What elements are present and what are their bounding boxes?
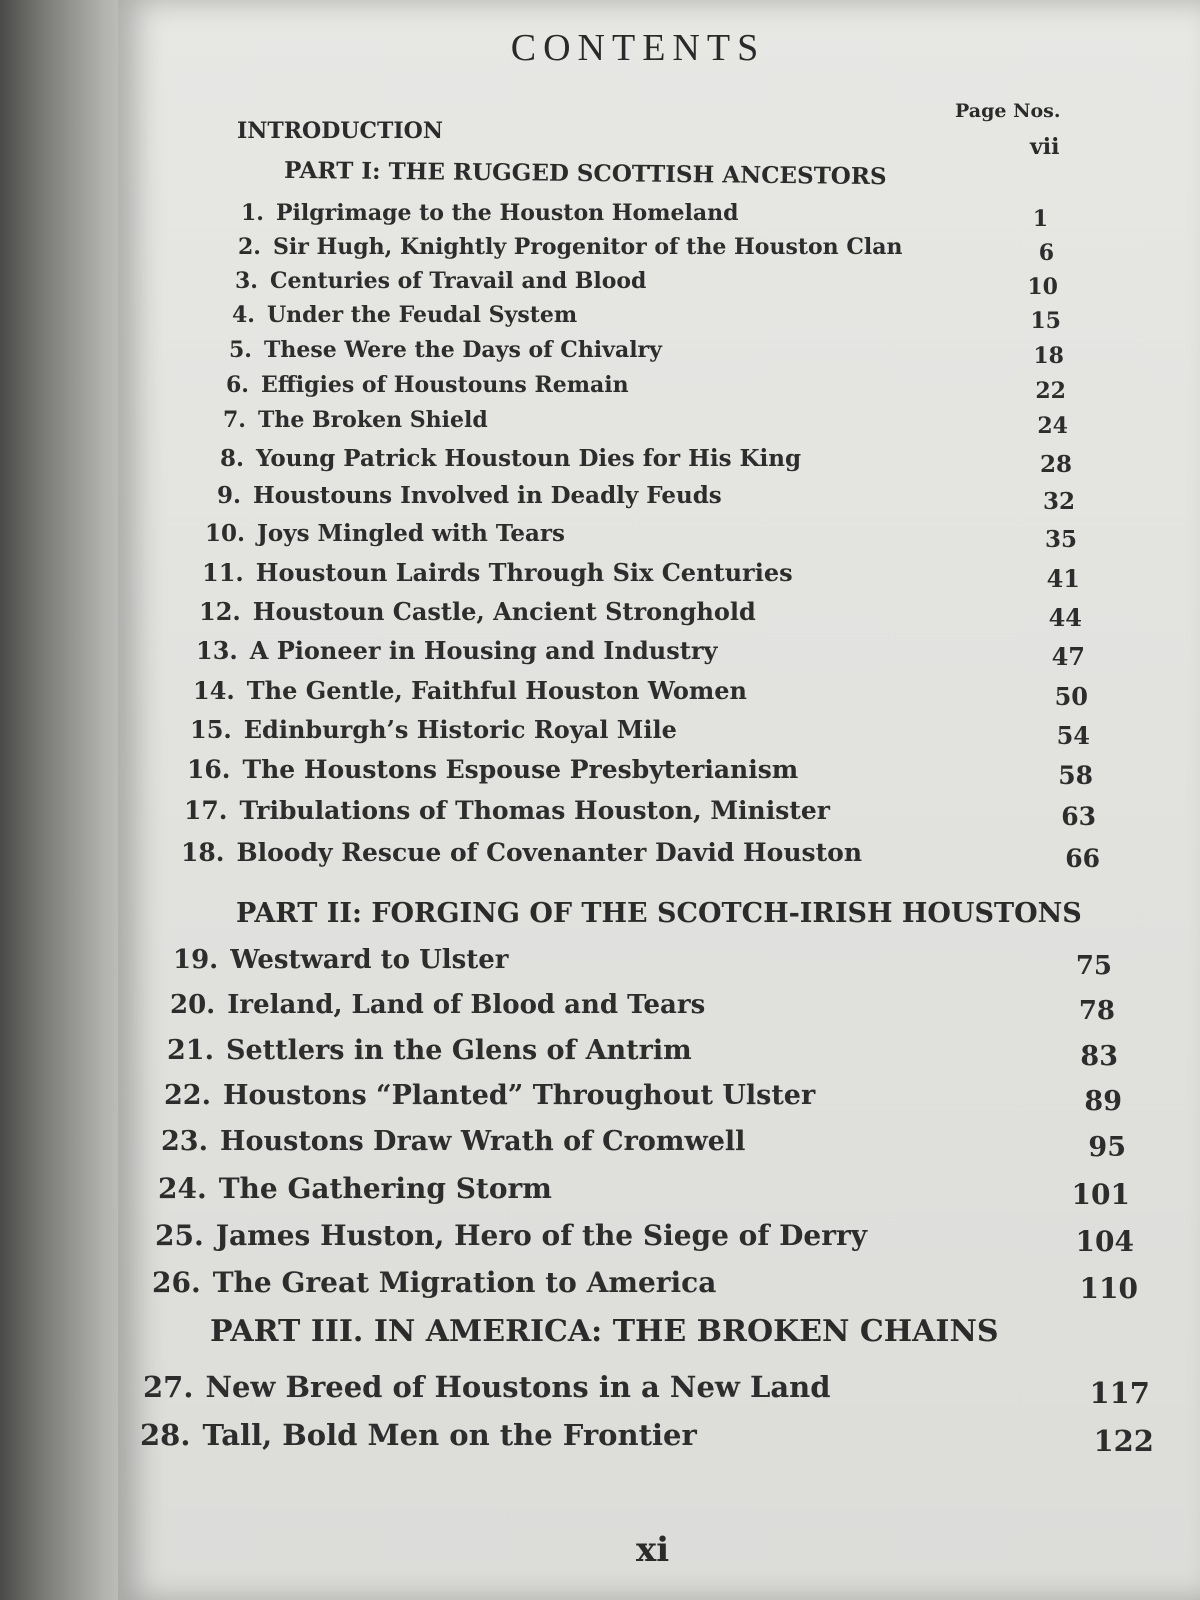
part-heading: PART I: THE RUGGED SCOTTISH ANCESTORS [283, 156, 887, 191]
toc-entry [152, 1266, 716, 1299]
chapter-number: 13. [196, 636, 238, 665]
toc-entry [241, 200, 739, 226]
chapter-title: Tribulations of Thomas Houston, Minister [239, 796, 830, 825]
chapter-title: Houstons “Planted” Throughout Ulster [222, 1080, 816, 1111]
chapter-title: The Broken Shield [257, 407, 488, 433]
chapter-title: Tall, Bold Men on the Frontier [202, 1418, 697, 1452]
chapter-number: 16. [187, 755, 231, 784]
chapter-title: The Great Migration to America [212, 1266, 717, 1299]
chapter-page-number: 24 [1037, 413, 1068, 439]
chapter-number: 4. [232, 302, 255, 328]
chapter-title: Young Patrick Houstoun Dies for His King [256, 445, 802, 472]
chapter-title: The Gentle, Faithful Houston Women [246, 676, 747, 705]
chapter-page-number: 110 [1079, 1272, 1138, 1305]
chapter-title: The Gathering Storm [218, 1172, 552, 1205]
introduction-page: vii [1030, 134, 1060, 160]
chapter-number: 18. [181, 838, 225, 867]
chapter-title: Effigies of Houstouns Remain [260, 372, 629, 398]
chapter-number: 20. [170, 990, 216, 1020]
chapter-title: James Huston, Hero of the Siege of Derry [215, 1219, 868, 1252]
chapter-title: Pilgrimage to the Houston Homeland [275, 200, 739, 226]
chapter-page-number: 75 [1075, 951, 1112, 981]
chapter-page-number: 10 [1027, 274, 1058, 300]
toc-entry [184, 796, 830, 825]
chapter-page-number: 58 [1058, 761, 1093, 790]
toc-entry [158, 1172, 552, 1205]
toc-entry [205, 520, 565, 547]
chapter-number: 8. [220, 445, 245, 472]
chapter-title: The Houstons Espouse Presbyterianism [242, 755, 799, 784]
chapter-number: 7. [223, 407, 246, 433]
toc-entry [193, 676, 747, 705]
chapter-title: These Were the Days of Chivalry [263, 337, 662, 363]
chapter-title: Centuries of Travail and Blood [269, 268, 647, 294]
introduction-title: INTRODUCTION [237, 118, 443, 144]
chapter-page-number: 22 [1035, 378, 1066, 404]
chapter-number: 23. [161, 1126, 208, 1157]
chapter-number: 19. [173, 945, 219, 975]
chapter-number: 2. [238, 234, 261, 260]
toc-entry [167, 1035, 692, 1066]
chapter-page-number: 50 [1054, 682, 1088, 711]
toc-entry [220, 445, 801, 472]
chapter-title: Houstoun Lairds Through Six Centuries [255, 558, 793, 587]
chapter-number: 1. [241, 200, 264, 226]
chapter-page-number: 35 [1044, 526, 1077, 553]
chapter-number: 12. [199, 597, 241, 626]
chapter-page-number: 66 [1065, 844, 1100, 873]
chapter-page-number: 83 [1080, 1041, 1118, 1072]
chapter-number: 25. [155, 1219, 204, 1252]
chapter-number: 10. [205, 520, 246, 547]
chapter-title: Sir Hugh, Knightly Progenitor of the Houston Clan [272, 234, 903, 260]
chapter-page-number: 6 [1038, 240, 1054, 266]
chapter-number: 9. [217, 482, 242, 509]
chapter-number: 17. [184, 796, 228, 825]
chapter-title: New Breed of Houstons in a New Land [205, 1370, 831, 1404]
chapter-number: 28. [140, 1418, 191, 1452]
toc-entry [229, 337, 662, 363]
part-heading: PART III. IN AMERICA: THE BROKEN CHAINS [210, 1314, 999, 1349]
chapter-page-number: 122 [1093, 1424, 1154, 1458]
chapter-number: 3. [235, 268, 258, 294]
chapter-title: Westward to Ulster [230, 945, 509, 975]
chapter-number: 11. [202, 558, 244, 587]
toc-entry [217, 482, 722, 509]
toc-entry [140, 1418, 697, 1452]
toc-entry [235, 268, 646, 294]
chapter-page-number: 54 [1056, 721, 1090, 750]
chapter-page-number: 28 [1039, 451, 1072, 478]
toc-entry [164, 1080, 815, 1111]
chapter-page-number: 89 [1084, 1086, 1122, 1117]
page-number-footer: xi [636, 1530, 670, 1570]
chapter-number: 15. [190, 715, 232, 744]
part-heading: PART II: FORGING OF THE SCOTCH-IRISH HOUSTONS [236, 898, 1082, 929]
toc-entry [199, 597, 756, 626]
chapter-number: 5. [229, 337, 252, 363]
page-nos-label: Page Nos. [955, 100, 1061, 122]
chapter-title: Joys Mingled with Tears [257, 520, 565, 547]
chapter-title: Settlers in the Glens of Antrim [225, 1035, 692, 1066]
chapter-title: Under the Feudal System [266, 302, 578, 328]
chapter-page-number: 101 [1071, 1178, 1130, 1211]
chapter-page-number: 41 [1046, 564, 1080, 593]
chapter-number: 24. [158, 1172, 207, 1205]
chapter-page-number: 95 [1088, 1132, 1126, 1163]
chapter-page-number: 1 [1032, 206, 1048, 232]
toc-entry [187, 755, 798, 784]
toc-entry [196, 636, 717, 665]
chapter-page-number: 78 [1078, 996, 1115, 1026]
chapter-title: A Pioneer in Housing and Industry [249, 636, 718, 665]
chapter-page-number: 63 [1061, 802, 1096, 831]
chapter-number: 22. [164, 1080, 211, 1111]
chapter-number: 6. [226, 372, 249, 398]
chapter-title: Houstouns Involved in Deadly Feuds [253, 482, 722, 509]
chapter-number: 27. [143, 1370, 194, 1404]
toc-entry [173, 945, 509, 975]
toc-entry [223, 407, 488, 433]
toc-entry [181, 838, 862, 867]
chapter-page-number: 47 [1051, 642, 1085, 671]
toc-entry [155, 1219, 867, 1252]
toc-entry [226, 372, 629, 398]
toc-entry [143, 1370, 831, 1404]
chapter-page-number: 104 [1075, 1225, 1134, 1258]
chapter-page-number: 117 [1089, 1376, 1150, 1410]
toc-entry [161, 1126, 745, 1157]
chapter-page-number: 32 [1042, 488, 1075, 515]
chapter-title: Edinburgh’s Historic Royal Mile [243, 715, 677, 744]
toc-entry [202, 558, 793, 587]
chapter-title: Ireland, Land of Blood and Tears [227, 990, 706, 1020]
toc-entry [232, 302, 577, 328]
chapter-number: 14. [193, 676, 235, 705]
toc-entry [190, 715, 677, 744]
chapter-number: 26. [152, 1266, 201, 1299]
chapter-page-number: 44 [1048, 603, 1082, 632]
toc-entry [170, 990, 705, 1020]
chapter-page-number: 18 [1033, 343, 1064, 369]
chapter-number: 21. [167, 1035, 214, 1066]
toc-entry [238, 234, 902, 260]
chapter-title: Houstons Draw Wrath of Cromwell [219, 1126, 746, 1157]
contents-title: CONTENTS [510, 27, 766, 69]
chapter-page-number: 15 [1030, 308, 1061, 334]
chapter-title: Bloody Rescue of Covenanter David Houston [236, 838, 863, 867]
chapter-title: Houstoun Castle, Ancient Stronghold [252, 597, 756, 626]
